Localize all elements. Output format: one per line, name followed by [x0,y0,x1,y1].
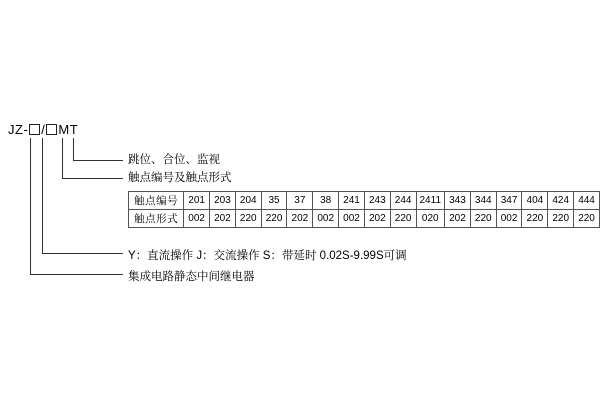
cell-contact-form-6: 002 [339,210,365,228]
cell-contact-number-8: 244 [390,192,416,210]
cell-contact-number-7: 243 [364,192,390,210]
cell-contact-number-2: 204 [235,192,261,210]
model-suffix: MT [58,122,79,137]
cell-contact-number-13: 404 [522,192,548,210]
cell-contact-form-0: 002 [184,210,210,228]
cell-contact-number-1: 203 [210,192,236,210]
leader-line-horizontal-1 [73,160,123,161]
cell-contact-form-7: 202 [364,210,390,228]
table-row-contact-form [129,210,600,228]
cell-contact-form-10: 202 [445,210,471,228]
cell-contact-form-11: 220 [470,210,496,228]
model-separator: / [41,122,46,137]
cell-contact-form-14: 220 [548,210,574,228]
cell-contact-number-5: 38 [313,192,339,210]
cell-contact-form-3: 220 [261,210,287,228]
cell-contact-form-12: 002 [496,210,522,228]
cell-contact-number-6: 241 [339,192,365,210]
model-box-1 [29,124,40,135]
leader-line-vertical-2 [62,138,63,178]
annotation-line1: 跳位、合位、监视 [128,154,220,166]
contact-spec-table [128,191,600,228]
leader-line-vertical-1 [73,138,74,160]
row-header-contact-number: 触点编号 [129,192,184,210]
cell-contact-form-8: 220 [390,210,416,228]
cell-contact-number-0: 201 [184,192,210,210]
cell-contact-number-15: 444 [574,192,600,210]
cell-contact-number-10: 343 [445,192,471,210]
leader-line-vertical-3 [42,138,43,253]
annotation-line2: 触点编号及触点形式 [128,172,232,184]
cell-contact-form-15: 220 [574,210,600,228]
model-code [8,122,78,137]
cell-contact-number-4: 37 [287,192,313,210]
row-header-contact-form: 触点形式 [129,210,184,228]
cell-contact-form-1: 202 [210,210,236,228]
cell-contact-form-4: 202 [287,210,313,228]
cell-contact-number-14: 424 [548,192,574,210]
leader-line-horizontal-3 [42,253,123,254]
cell-contact-form-13: 220 [522,210,548,228]
cell-contact-form-9: 020 [416,210,445,228]
model-box-2 [46,124,57,135]
leader-line-horizontal-2 [62,178,123,179]
annotation-legend: Y：直流操作 J：交流操作 S：带延时 0.02S-9.99S可调 [128,250,407,262]
cell-contact-number-3: 35 [261,192,287,210]
table-row-contact-number [129,192,600,210]
leader-line-vertical-4 [30,138,31,274]
cell-contact-number-11: 344 [470,192,496,210]
cell-contact-form-5: 002 [313,210,339,228]
annotation-description: 集成电路静态中间继电器 [128,271,255,283]
model-prefix: JZ- [8,122,29,137]
cell-contact-number-12: 347 [496,192,522,210]
cell-contact-form-2: 220 [235,210,261,228]
cell-contact-number-9: 2411 [416,192,445,210]
leader-line-horizontal-4 [30,274,123,275]
